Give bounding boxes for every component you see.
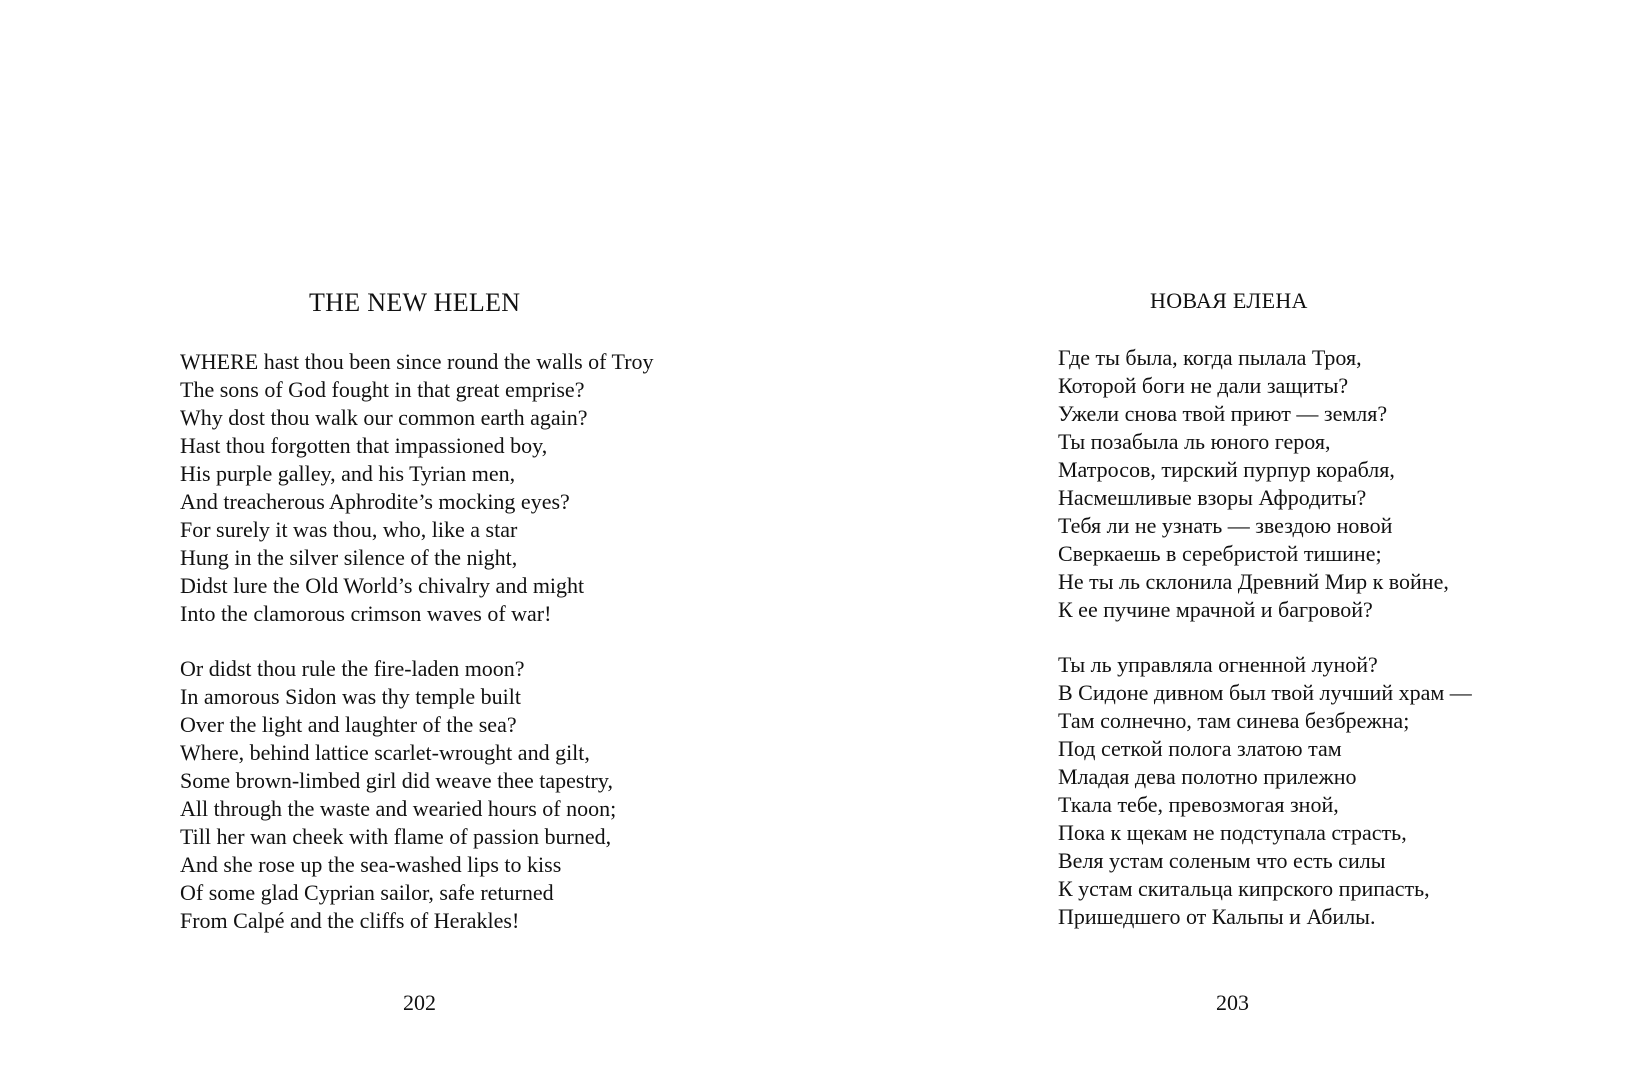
verse-line: Которой боги не дали защиты? [1058,373,1349,398]
stanza-1-russian [1058,344,1449,624]
verse-line: Some brown-limbed girl did weave thee tapestry, [180,768,613,793]
verse-line: Младая дева полотно прилежно [1058,764,1357,789]
verse-line: Where, behind lattice scarlet-wrought and gilt, [180,740,590,765]
verse-line: Пока к щекам не подступала страсть, [1058,820,1407,845]
verse-line: His purple galley, and his Tyrian men, [180,461,516,486]
verse-line: And treacherous Aphrodite’s mocking eyes? [180,489,570,514]
verse-line: Till her wan cheek with flame of passion burned, [180,824,612,849]
verse-line: WHERE hast thou been since round the walls of Troy [180,349,654,374]
verse-line: Over the light and laughter of the sea? [180,712,517,737]
stanza-1-english [180,348,654,628]
verse-line: Why dost thou walk our common earth again? [180,405,588,430]
verse-line: Пришедшего от Кальпы и Абилы. [1058,904,1376,929]
poem-title-russian: НОВАЯ ЕЛЕНА [1150,288,1308,313]
verse-line: К устам скитальца кипрского припасть, [1058,876,1430,901]
verse-line: Hast thou forgotten that impassioned boy, [180,433,548,458]
page-number-right: 203 [1216,990,1249,1015]
verse-line: Веля устам соленым что есть силы [1058,848,1386,873]
verse-line: Матросов, тирский пурпур корабля, [1058,457,1395,482]
verse-line: Didst lure the Old World’s chivalry and might [180,573,585,598]
verse-line: Hung in the silver silence of the night, [180,545,518,570]
stanza-2-russian [1058,651,1472,931]
verse-line: Ужели снова твой приют — земля? [1058,401,1388,426]
verse-line: From Calpé and the cliffs of Herakles! [180,908,520,933]
page-number-left: 202 [403,990,436,1015]
verse-line: Of some glad Cyprian sailor, safe returned [180,880,554,905]
verse-line: Сверкаешь в серебристой тишине; [1058,541,1382,566]
verse-line: For surely it was thou, who, like a star [180,517,518,542]
right-page [818,0,1636,1080]
verse-line: Там солнечно, там синева безбрежна; [1058,708,1410,733]
verse-line: And she rose up the sea-washed lips to kiss [180,852,562,877]
verse-line: К ее пучине мрачной и багровой? [1058,597,1373,622]
stanza-2-english [180,655,616,935]
verse-line: Into the clamorous crimson waves of war! [180,601,552,626]
poem-title-english: THE NEW HELEN [309,288,521,317]
verse-line: Or didst thou rule the fire-laden moon? [180,656,525,681]
verse-line: All through the waste and wearied hours of noon; [180,796,617,821]
verse-line: Ткала тебе, превозмогая зной, [1058,792,1339,817]
verse-line: Не ты ль склонила Древний Мир к войне, [1058,569,1449,594]
verse-line: Тебя ли не узнать — звездою новой [1058,513,1393,538]
verse-line: In amorous Sidon was thy temple built [180,684,521,709]
verse-line: Где ты была, когда пылала Троя, [1058,345,1362,370]
verse-line: Насмешливые взоры Афродиты? [1058,485,1367,510]
verse-line: Ты позабыла ль юного героя, [1058,429,1331,454]
verse-line: Ты ль управляла огненной луной? [1058,652,1378,677]
verse-line: Под сеткой полога златою там [1058,736,1342,761]
verse-line: В Сидоне дивном был твой лучший храм — [1058,680,1472,705]
verse-line: The sons of God fought in that great emprise? [180,377,585,402]
